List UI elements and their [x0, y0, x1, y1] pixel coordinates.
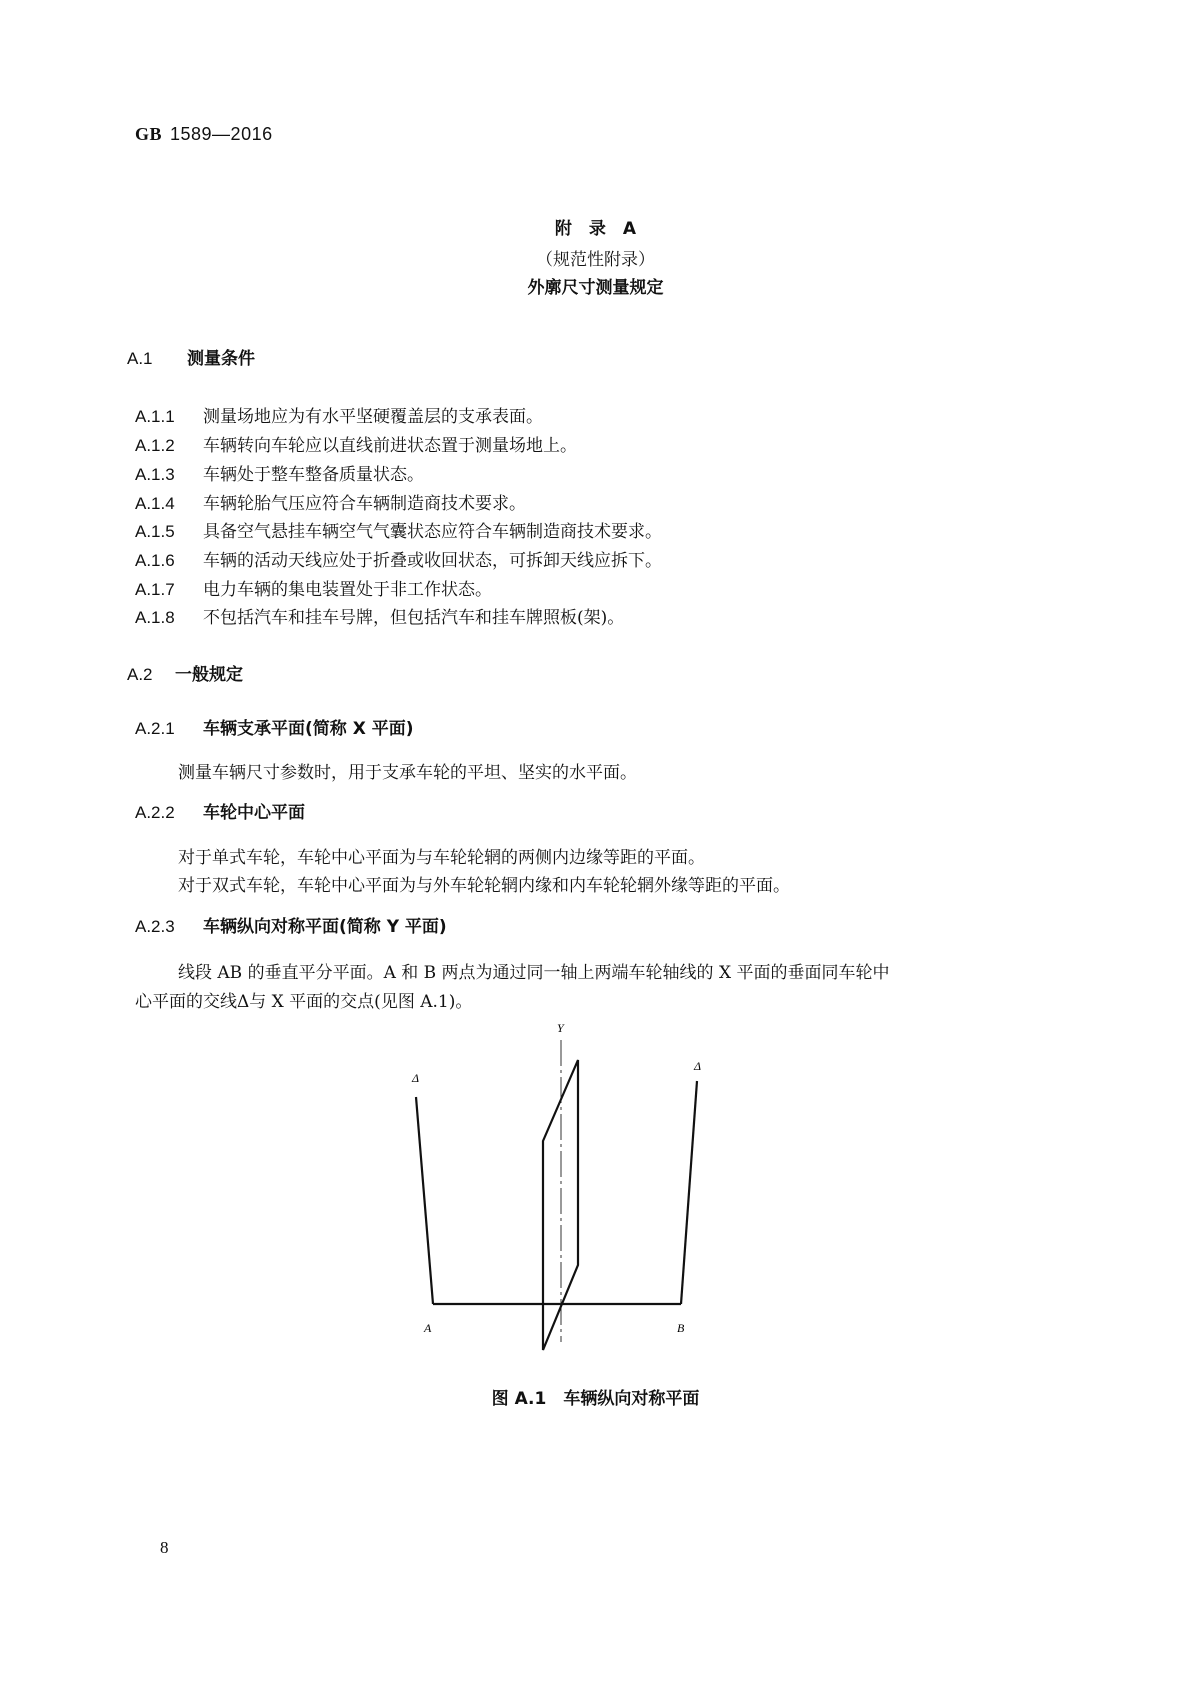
section-a2-number: A.2 — [127, 665, 153, 684]
paragraph-a23-2: 心平面的交线Δ与 X 平面的交点(见图 A.1)。 — [135, 992, 473, 1012]
delta-right-line — [681, 1081, 697, 1304]
paragraph-a23-1: 线段 AB 的垂直平分平面。A 和 B 两点为通过同一轴上两端车轮轴线的 X 平面的垂面同车轮中 — [178, 963, 890, 983]
list-item: A.1.2 车辆转向车轮应以直线前进状态置于测量场地上。 — [135, 436, 577, 456]
label-delta-right: Δ — [694, 1059, 702, 1073]
label-b: B — [677, 1321, 685, 1335]
list-item: A.1.5 具备空气悬挂车辆空气气囊状态应符合车辆制造商技术要求。 — [135, 522, 662, 542]
section-a2-title: 一般规定 — [175, 665, 243, 685]
list-item: A.1.1 测量场地应为有水平坚硬覆盖层的支承表面。 — [135, 407, 543, 427]
subsection-a23: A.2.3 车辆纵向对称平面(简称 Y 平面) — [135, 917, 447, 937]
list-item: A.1.8 不包括汽车和挂车号牌，但包括汽车和挂车牌照板(架)。 — [135, 608, 625, 628]
subsection-a22: A.2.2 车轮中心平面 — [135, 803, 305, 823]
list-item: A.1.6 车辆的活动天线应处于折叠或收回状态，可拆卸天线应拆下。 — [135, 551, 662, 571]
section-a1-title: 测量条件 — [187, 349, 255, 369]
figure-caption: 图 A.1 车辆纵向对称平面 — [491, 1389, 700, 1409]
delta-left-line — [416, 1097, 433, 1304]
section-a1-number: A.1 — [127, 349, 153, 368]
annex-subtitle: （规范性附录） — [536, 250, 655, 270]
list-item: A.1.7 电力车辆的集电装置处于非工作状态。 — [135, 580, 492, 600]
list-item: A.1.4 车辆轮胎气压应符合车辆制造商技术要求。 — [135, 494, 526, 514]
label-y: Y — [557, 1021, 564, 1035]
paragraph-a21: 测量车辆尺寸参数时，用于支承车轮的平坦、坚实的水平面。 — [178, 763, 637, 783]
annex-heading: 外廓尺寸测量规定 — [527, 278, 664, 298]
label-delta-left: Δ — [412, 1071, 420, 1085]
subsection-a21: A.2.1 车辆支承平面(简称 X 平面) — [135, 719, 414, 739]
std-prefix: GB — [135, 124, 163, 144]
std-number: 1589—2016 — [170, 124, 273, 144]
label-a: A — [424, 1321, 432, 1335]
list-item: A.1.3 车辆处于整车整备质量状态。 — [135, 465, 424, 485]
paragraph-a22-2: 对于双式车轮，车轮中心平面为与外车轮轮辋内缘和内车轮轮辋外缘等距的平面。 — [178, 876, 790, 896]
paragraph-a22-1: 对于单式车轮，车轮中心平面为与车轮轮辋的两侧内边缘等距的平面。 — [178, 848, 705, 868]
annex-title: 附 录 A — [554, 219, 637, 239]
page-number: 8 — [160, 1538, 169, 1557]
